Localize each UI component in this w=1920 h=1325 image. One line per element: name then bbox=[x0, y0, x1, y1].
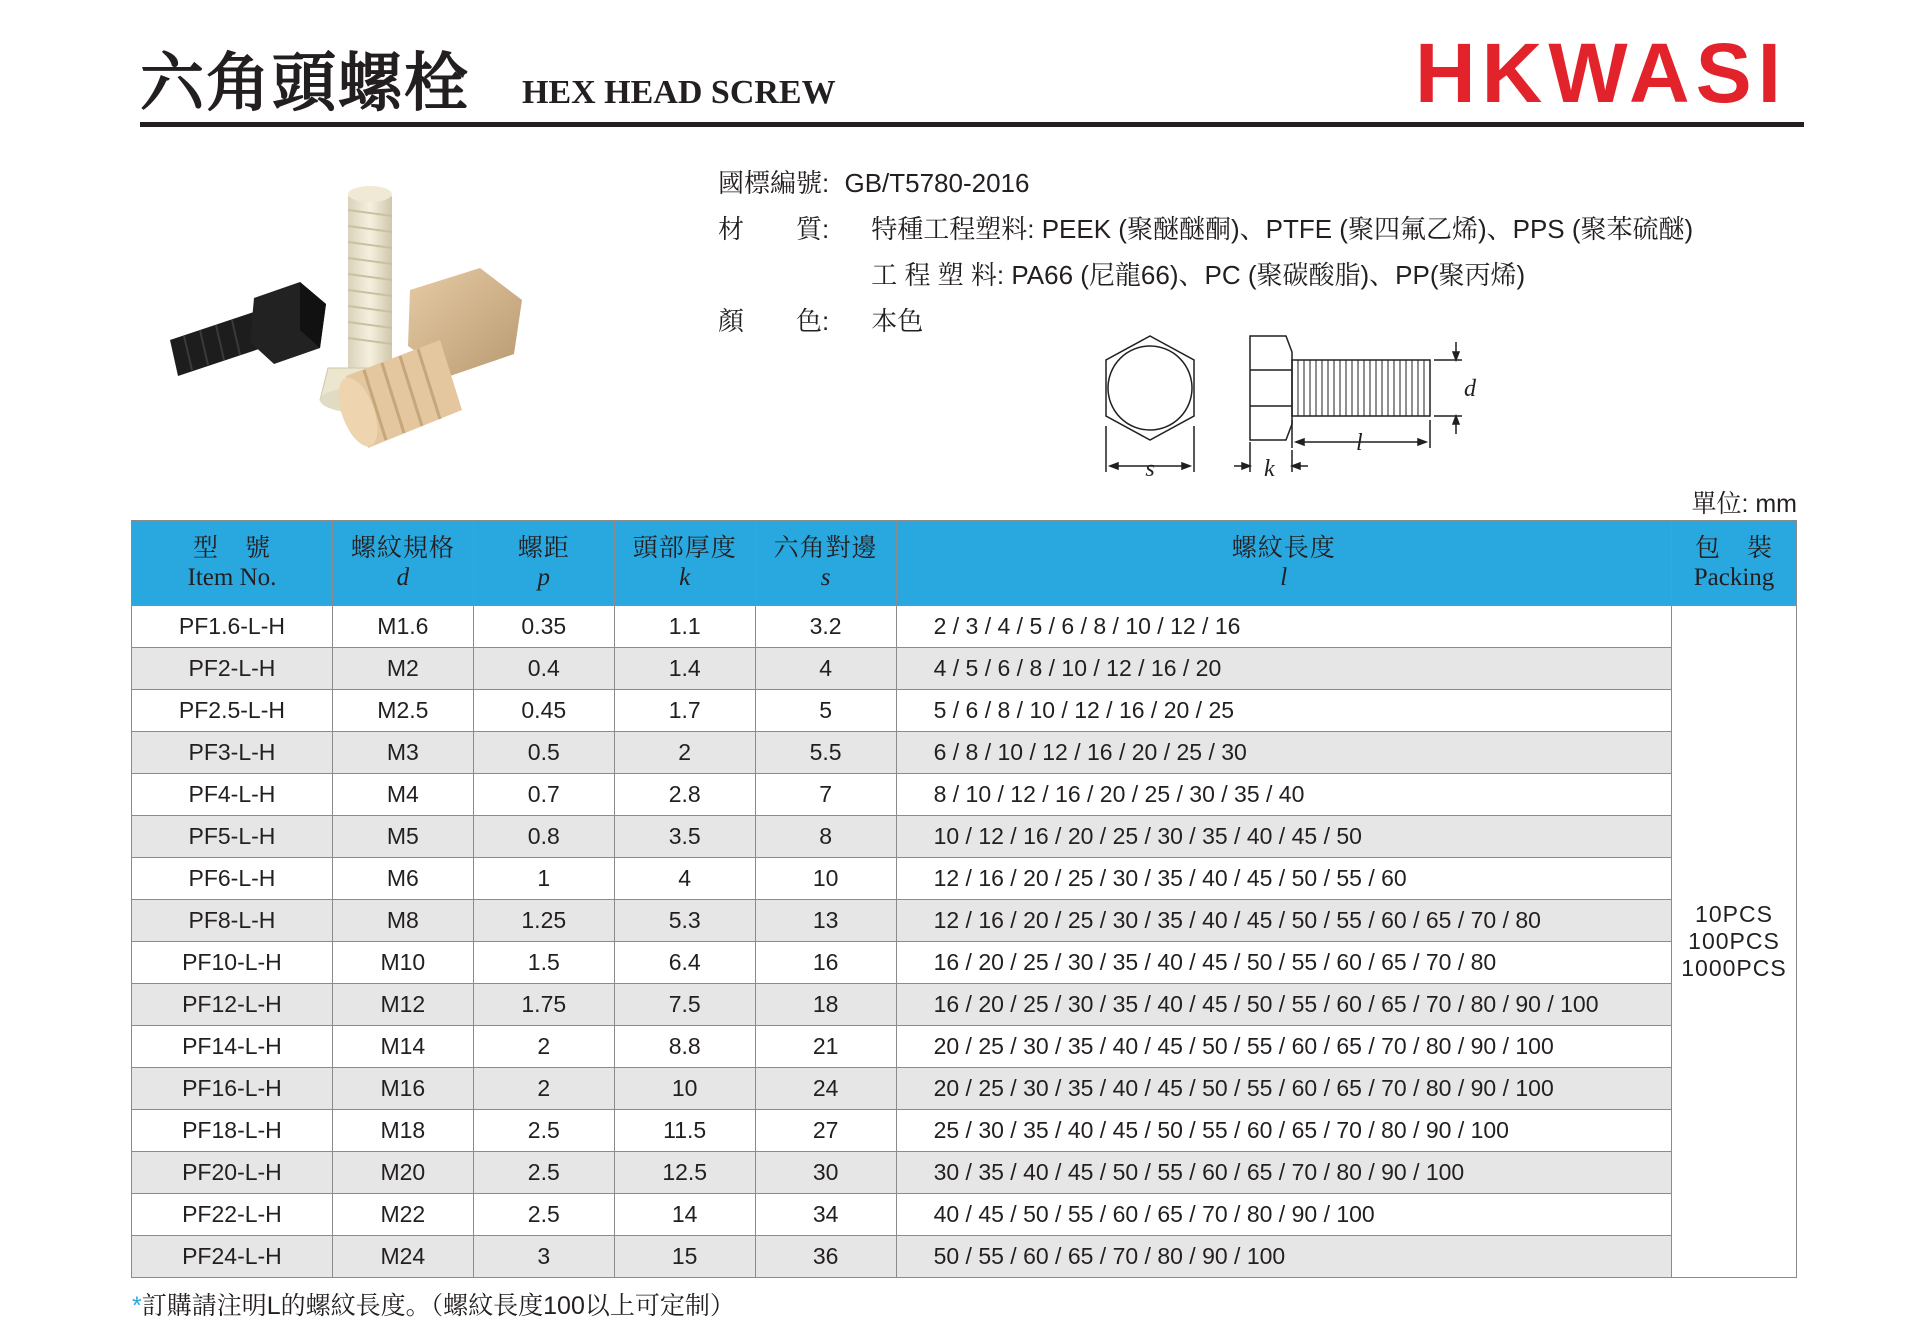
spec-material-special-label: 特種工程塑料: bbox=[871, 214, 1035, 244]
cell-pitch: 3 bbox=[473, 1236, 614, 1278]
cell-head-thickness: 11.5 bbox=[614, 1110, 755, 1152]
cell-thread-length: 6 / 8 / 10 / 12 / 16 / 20 / 25 / 30 bbox=[896, 732, 1671, 774]
cell-thread-length: 30 / 35 / 40 / 45 / 50 / 55 / 60 / 65 / 70 / 80 / 90 / 100 bbox=[896, 1152, 1671, 1194]
table-body bbox=[132, 606, 1797, 1278]
table-row bbox=[132, 1152, 1797, 1194]
cell-across-flats: 5 bbox=[755, 690, 896, 732]
table-row bbox=[132, 1194, 1797, 1236]
cell-head-thickness: 1.4 bbox=[614, 648, 755, 690]
cell-item-no: PF1.6-L-H bbox=[132, 606, 333, 648]
cell-item-no: PF24-L-H bbox=[132, 1236, 333, 1278]
cell-thread-length: 10 / 12 / 16 / 20 / 25 / 30 / 35 / 40 / 45 / 50 bbox=[896, 816, 1671, 858]
diagram-label-k: k bbox=[1264, 456, 1275, 480]
cell-thread-spec: M18 bbox=[332, 1110, 473, 1152]
cell-thread-spec: M4 bbox=[332, 774, 473, 816]
packing-option: 100PCS bbox=[1688, 928, 1780, 954]
table-row bbox=[132, 732, 1797, 774]
table-row bbox=[132, 1236, 1797, 1278]
cell-across-flats: 4 bbox=[755, 648, 896, 690]
cell-thread-spec: M6 bbox=[332, 858, 473, 900]
cell-across-flats: 3.2 bbox=[755, 606, 896, 648]
cell-thread-spec: M22 bbox=[332, 1194, 473, 1236]
spec-material-eng-label: 工 程 塑 料: bbox=[871, 260, 1005, 290]
cell-item-no: PF16-L-H bbox=[132, 1068, 333, 1110]
cell-item-no: PF22-L-H bbox=[132, 1194, 333, 1236]
cell-item-no: PF4-L-H bbox=[132, 774, 333, 816]
table-row bbox=[132, 1068, 1797, 1110]
header-packing: 包 裝 Packing bbox=[1671, 521, 1796, 606]
page-title-zh: 六角頭螺栓 bbox=[140, 46, 470, 121]
spec-standard-label: 國標編號: bbox=[718, 168, 830, 198]
brand-logo-text: HKWASI bbox=[1415, 30, 1787, 112]
cell-pitch: 2.5 bbox=[473, 1152, 614, 1194]
table-row bbox=[132, 690, 1797, 732]
cell-item-no: PF2-L-H bbox=[132, 648, 333, 690]
cell-thread-length: 16 / 20 / 25 / 30 / 35 / 40 / 45 / 50 / 55 / 60 / 65 / 70 / 80 bbox=[896, 942, 1671, 984]
header-item-no: 型 號 Item No. bbox=[132, 521, 333, 606]
cell-thread-length: 50 / 55 / 60 / 65 / 70 / 80 / 90 / 100 bbox=[896, 1236, 1671, 1278]
cell-pitch: 0.45 bbox=[473, 690, 614, 732]
cell-head-thickness: 2.8 bbox=[614, 774, 755, 816]
cell-item-no: PF12-L-H bbox=[132, 984, 333, 1026]
cell-across-flats: 10 bbox=[755, 858, 896, 900]
cell-head-thickness: 10 bbox=[614, 1068, 755, 1110]
cell-across-flats: 30 bbox=[755, 1152, 896, 1194]
footnote-star: * bbox=[132, 1292, 142, 1320]
cell-thread-length: 40 / 45 / 50 / 55 / 60 / 65 / 70 / 80 / 90 / 100 bbox=[896, 1194, 1671, 1236]
cell-pitch: 2 bbox=[473, 1026, 614, 1068]
cell-head-thickness: 8.8 bbox=[614, 1026, 755, 1068]
black-screw-image bbox=[170, 282, 326, 376]
spec-color bbox=[718, 304, 923, 338]
cell-pitch: 0.35 bbox=[473, 606, 614, 648]
cell-pitch: 0.4 bbox=[473, 648, 614, 690]
footnote bbox=[132, 1286, 735, 1322]
cell-pitch: 1.75 bbox=[473, 984, 614, 1026]
unit-label: 單位: mm bbox=[1691, 490, 1797, 518]
cell-thread-spec: M14 bbox=[332, 1026, 473, 1068]
product-photo bbox=[150, 170, 630, 490]
cell-thread-length: 20 / 25 / 30 / 35 / 40 / 45 / 50 / 55 / 60 / 65 / 70 / 80 / 90 / 100 bbox=[896, 1026, 1671, 1068]
cell-head-thickness: 14 bbox=[614, 1194, 755, 1236]
cell-thread-spec: M5 bbox=[332, 816, 473, 858]
spec-material-eng-value: PA66 (尼龍66)、PC (聚碳酸脂)、PP(聚丙烯) bbox=[1011, 260, 1526, 290]
cell-pitch: 1.5 bbox=[473, 942, 614, 984]
spec-color-value: 本色 bbox=[871, 306, 924, 336]
cell-thread-spec: M20 bbox=[332, 1152, 473, 1194]
cell-pitch: 0.5 bbox=[473, 732, 614, 774]
cell-head-thickness: 4 bbox=[614, 858, 755, 900]
cell-across-flats: 16 bbox=[755, 942, 896, 984]
table-row bbox=[132, 606, 1797, 648]
table-row bbox=[132, 1026, 1797, 1068]
table-header-row bbox=[132, 521, 1797, 606]
cell-item-no: PF8-L-H bbox=[132, 900, 333, 942]
cell-across-flats: 21 bbox=[755, 1026, 896, 1068]
cell-head-thickness: 3.5 bbox=[614, 816, 755, 858]
cell-thread-length: 20 / 25 / 30 / 35 / 40 / 45 / 50 / 55 / 60 / 65 / 70 / 80 / 90 / 100 bbox=[896, 1068, 1671, 1110]
cell-thread-length: 2 / 3 / 4 / 5 / 6 / 8 / 10 / 12 / 16 bbox=[896, 606, 1671, 648]
cell-thread-length: 4 / 5 / 6 / 8 / 10 / 12 / 16 / 20 bbox=[896, 648, 1671, 690]
cell-head-thickness: 1.7 bbox=[614, 690, 755, 732]
table-row bbox=[132, 942, 1797, 984]
cell-thread-length: 8 / 10 / 12 / 16 / 20 / 25 / 30 / 35 / 40 bbox=[896, 774, 1671, 816]
cell-thread-spec: M8 bbox=[332, 900, 473, 942]
cell-pitch: 2 bbox=[473, 1068, 614, 1110]
cell-item-no: PF10-L-H bbox=[132, 942, 333, 984]
cell-thread-spec: M2.5 bbox=[332, 690, 473, 732]
cell-pitch: 1 bbox=[473, 858, 614, 900]
table-row bbox=[132, 1110, 1797, 1152]
spec-material-label: 材 質: bbox=[718, 214, 830, 244]
header-pitch: 螺距 p bbox=[473, 521, 614, 606]
spec-color-label: 顏 色: bbox=[718, 306, 830, 336]
spec-standard bbox=[718, 166, 1029, 200]
footnote-text: 訂購請注明L的螺紋長度。（螺紋長度100以上可定制） bbox=[141, 1292, 735, 1320]
header-head-thickness: 頭部厚度 k bbox=[614, 521, 755, 606]
spec-material-engineering bbox=[718, 258, 1525, 292]
packing-option: 1000PCS bbox=[1681, 955, 1787, 981]
cell-item-no: PF6-L-H bbox=[132, 858, 333, 900]
cell-head-thickness: 15 bbox=[614, 1236, 755, 1278]
cell-across-flats: 36 bbox=[755, 1236, 896, 1278]
screw-dimension-diagram bbox=[1098, 330, 1478, 480]
cell-across-flats: 13 bbox=[755, 900, 896, 942]
cell-head-thickness: 12.5 bbox=[614, 1152, 755, 1194]
cell-pitch: 0.7 bbox=[473, 774, 614, 816]
diagram-label-l: l bbox=[1356, 430, 1363, 456]
cell-item-no: PF3-L-H bbox=[132, 732, 333, 774]
table-row bbox=[132, 984, 1797, 1026]
cell-thread-length: 25 / 30 / 35 / 40 / 45 / 50 / 55 / 60 / 65 / 70 / 80 / 90 / 100 bbox=[896, 1110, 1671, 1152]
screw-side-view bbox=[1250, 336, 1430, 440]
cell-across-flats: 34 bbox=[755, 1194, 896, 1236]
table-row bbox=[132, 816, 1797, 858]
cell-pitch: 2.5 bbox=[473, 1110, 614, 1152]
cell-across-flats: 18 bbox=[755, 984, 896, 1026]
cell-thread-spec: M12 bbox=[332, 984, 473, 1026]
cell-across-flats: 27 bbox=[755, 1110, 896, 1152]
cell-thread-spec: M3 bbox=[332, 732, 473, 774]
spec-standard-value: GB/T5780-2016 bbox=[844, 168, 1030, 198]
cell-item-no: PF18-L-H bbox=[132, 1110, 333, 1152]
table-row bbox=[132, 900, 1797, 942]
cell-thread-spec: M16 bbox=[332, 1068, 473, 1110]
spec-material-special-value: PEEK (聚醚醚酮)、PTFE (聚四氟乙烯)、PPS (聚苯硫醚) bbox=[1041, 214, 1694, 244]
cell-across-flats: 8 bbox=[755, 816, 896, 858]
cell-thread-length: 12 / 16 / 20 / 25 / 30 / 35 / 40 / 45 / 50 / 55 / 60 / 65 / 70 / 80 bbox=[896, 900, 1671, 942]
cell-thread-spec: M2 bbox=[332, 648, 473, 690]
cell-thread-spec: M24 bbox=[332, 1236, 473, 1278]
cell-item-no: PF20-L-H bbox=[132, 1152, 333, 1194]
diagram-label-s: s bbox=[1145, 456, 1155, 480]
cell-head-thickness: 2 bbox=[614, 732, 755, 774]
cell-packing bbox=[1671, 606, 1796, 1278]
cell-thread-length: 16 / 20 / 25 / 30 / 35 / 40 / 45 / 50 / 55 / 60 / 65 / 70 / 80 / 90 / 100 bbox=[896, 984, 1671, 1026]
cell-head-thickness: 7.5 bbox=[614, 984, 755, 1026]
diagram-label-d: d bbox=[1464, 376, 1476, 402]
header-divider bbox=[140, 122, 1804, 127]
spec-material-special bbox=[718, 212, 1693, 246]
table-row bbox=[132, 774, 1797, 816]
cell-item-no: PF2.5-L-H bbox=[132, 690, 333, 732]
cell-pitch: 2.5 bbox=[473, 1194, 614, 1236]
cell-across-flats: 24 bbox=[755, 1068, 896, 1110]
cell-head-thickness: 6.4 bbox=[614, 942, 755, 984]
cell-thread-length: 12 / 16 / 20 / 25 / 30 / 35 / 40 / 45 / 50 / 55 / 60 bbox=[896, 858, 1671, 900]
table-row bbox=[132, 648, 1797, 690]
hex-head-front-view bbox=[1106, 336, 1194, 440]
cell-pitch: 1.25 bbox=[473, 900, 614, 942]
cell-thread-spec: M1.6 bbox=[332, 606, 473, 648]
spec-table bbox=[131, 520, 1797, 1278]
header-across-flats: 六角對邊 s bbox=[755, 521, 896, 606]
brand-logo bbox=[1400, 30, 1802, 112]
packing-option: 10PCS bbox=[1695, 901, 1773, 927]
cell-item-no: PF5-L-H bbox=[132, 816, 333, 858]
cell-head-thickness: 1.1 bbox=[614, 606, 755, 648]
cell-head-thickness: 5.3 bbox=[614, 900, 755, 942]
cell-across-flats: 7 bbox=[755, 774, 896, 816]
table-row bbox=[132, 858, 1797, 900]
cell-thread-spec: M10 bbox=[332, 942, 473, 984]
header-thread-spec: 螺紋規格 d bbox=[332, 521, 473, 606]
header-thread-length: 螺紋長度 l bbox=[896, 521, 1671, 606]
cell-thread-length: 5 / 6 / 8 / 10 / 12 / 16 / 20 / 25 bbox=[896, 690, 1671, 732]
page-title-en: HEX HEAD SCREW bbox=[522, 74, 836, 111]
cell-item-no: PF14-L-H bbox=[132, 1026, 333, 1068]
cell-pitch: 0.8 bbox=[473, 816, 614, 858]
cell-across-flats: 5.5 bbox=[755, 732, 896, 774]
